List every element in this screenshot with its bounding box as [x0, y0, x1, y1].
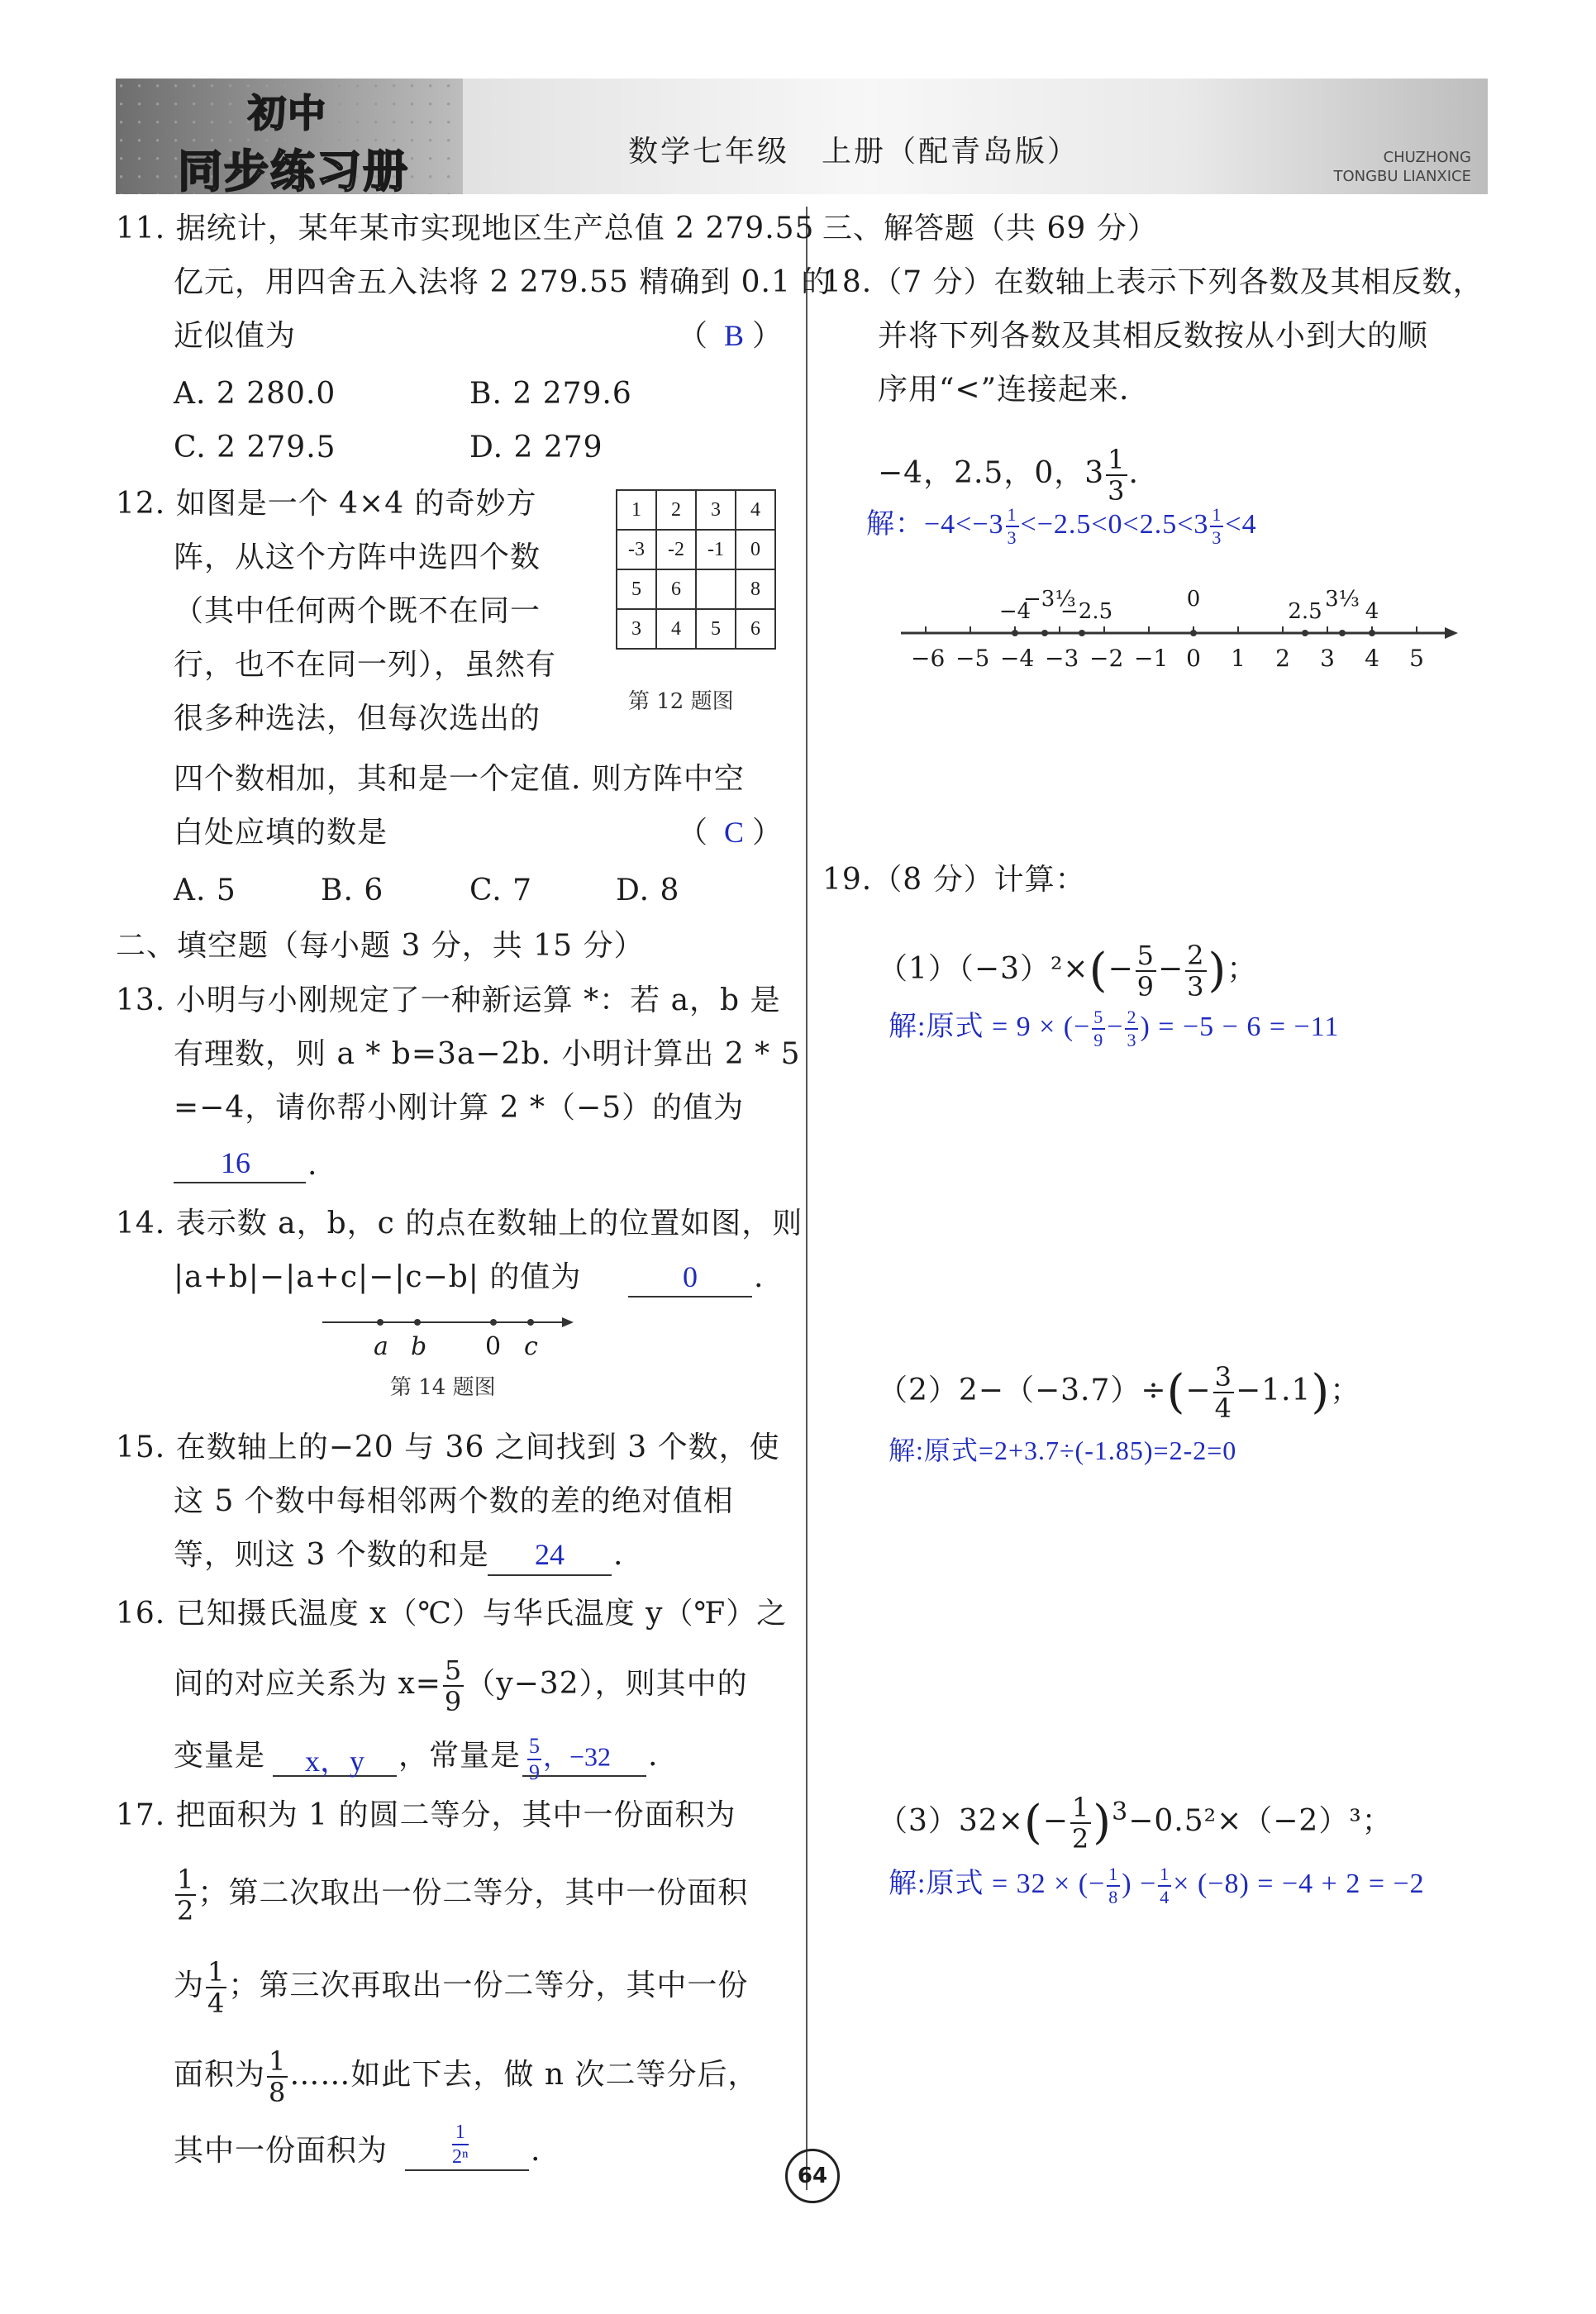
magic-square-grid — [616, 489, 776, 650]
axis-mark-label: 4 — [1365, 599, 1379, 624]
section3-heading: 三、解答题（共 69 分） — [822, 212, 1158, 245]
frac-num: 1 — [177, 1864, 195, 1895]
q14-line1: 14. 表示数 a，b，c 的点在数轴上的位置如图，则 — [116, 1207, 803, 1240]
q15-answer: 24 — [535, 1538, 565, 1571]
q14-end: . — [754, 1260, 765, 1294]
q14-line2: |a+b|−|a+c|−|c−b| 的值为 — [174, 1260, 582, 1294]
q17-line3-b: ；第三次再取出一份二等分，其中一份 — [228, 1969, 749, 2002]
q14-label-0: 0 — [485, 1332, 503, 1361]
q13-line1: 13. 小明与小刚规定了一种新运算 *：若 a，b 是 — [116, 983, 781, 1017]
q14-number-line — [314, 1306, 595, 1364]
q17-fraction-quarter — [206, 1956, 226, 2019]
q19-part1-sol-b: − — [1107, 1012, 1124, 1042]
frac-den: 3 — [1127, 1030, 1137, 1051]
axis-tick-label: 5 — [1409, 645, 1424, 672]
q17-fraction-half — [175, 1866, 196, 1924]
q18-solution-fraction-2 — [1210, 506, 1223, 547]
q18-numbers — [878, 444, 1139, 507]
q19-part2-frac — [1213, 1361, 1234, 1424]
q19-part1: （1）（−3）²×(− $\frac{5}{9}$ − $\frac{2}{3}$ )； — [878, 940, 1258, 1002]
q19-part1-frac2 — [1185, 942, 1206, 1000]
axis-point — [1190, 630, 1197, 636]
q14-caption: 第 14 题图 — [390, 1375, 496, 1400]
q13-end: . — [307, 1148, 318, 1182]
grid-cell: 5 — [696, 609, 736, 649]
q12-paren-close: ） — [752, 816, 784, 850]
q16-answer-variables: x，y — [304, 1745, 364, 1778]
q18-solution-fraction — [1006, 506, 1019, 547]
header-en-line2: TONGBU LIANXICE — [1333, 168, 1471, 185]
q13-answer: 16 — [221, 1146, 250, 1179]
q16-const-fraction — [527, 1736, 541, 1783]
frac-den: 2ⁿ — [452, 2146, 469, 2168]
frac-num: 2 — [1125, 1008, 1138, 1030]
q15-end: . — [613, 1538, 624, 1572]
grid-cell: 6 — [736, 609, 775, 649]
q12-line2: 阵，从这个方阵中选四个数 — [174, 540, 541, 574]
q17-line3 — [174, 1956, 749, 2019]
axis-tick-label: −5 — [955, 645, 990, 672]
q18-line3: 序用“<”连接起来. — [878, 373, 1130, 407]
axis-tick-label: −1 — [1134, 645, 1169, 672]
q19-part3-sol-c: × (−8) = −4 + 2 = −2 — [1173, 1869, 1425, 1899]
q17-line2 — [174, 1866, 748, 1924]
q19-title: 19.（8 分）计算： — [822, 863, 1086, 897]
frac-den: 9 — [1136, 971, 1155, 1002]
q19-part3-tail: −0.5²×（−2）³； — [1128, 1804, 1393, 1838]
logo-line1: 初中 — [248, 91, 327, 136]
axis-tick-label: −2 — [1089, 645, 1124, 672]
frac-den: 8 — [1108, 1887, 1119, 1908]
q19-part2-solution: 解:原式=2+3.7÷(-1.85)=2-2=0 — [889, 1436, 1237, 1465]
grid-cell: -3 — [617, 530, 656, 569]
q19-part3-sol-b: ) − — [1122, 1869, 1157, 1899]
q14-label-b: b — [411, 1332, 428, 1361]
q16-end: . — [648, 1739, 659, 1773]
grid-cell-blank — [696, 569, 736, 609]
q19-part2-tail: −1.1 — [1235, 1374, 1312, 1407]
grid-cell: 3 — [617, 609, 656, 649]
q12-option-c: C. 7 — [469, 874, 533, 907]
book-title: 数学七年级 上册（配青岛版） — [628, 135, 1080, 169]
grid-row — [617, 609, 775, 649]
q12-option-b: B. 6 — [321, 874, 384, 907]
frac-den: 3 — [1108, 475, 1126, 507]
q16-line3-a: 变量是 — [174, 1739, 266, 1773]
axis-tick-label: 0 — [1186, 645, 1201, 672]
q19-part1-end: ； — [1227, 952, 1258, 986]
q17-line4-b: ……如此下去，做 n 次二等分后， — [289, 2058, 759, 2092]
frac-den: 2 — [177, 1895, 195, 1926]
frac-num: 1 — [1210, 506, 1223, 527]
frac-den: 8 — [269, 2077, 287, 2108]
q16-line2 — [174, 1657, 748, 1715]
q11-option-d: D. 2 279 — [469, 431, 603, 464]
q14-blank — [628, 1296, 752, 1297]
grid-cell: 6 — [656, 569, 696, 609]
q16-const-rest: ，−32 — [543, 1741, 612, 1772]
q16-line2-a: 间的对应关系为 x= — [174, 1667, 441, 1701]
q12-line4: 行，也不在同一列），虽然有 — [174, 648, 557, 682]
axis-tick-label: −6 — [911, 645, 946, 672]
frac-den: 9 — [1093, 1030, 1104, 1051]
frac-num: 5 — [1092, 1008, 1105, 1030]
q18-numbers-fraction — [1106, 444, 1127, 507]
q19-part1-sol-a: 解:原式 = 9 × (− — [889, 1012, 1091, 1042]
q17-end: . — [531, 2134, 541, 2168]
q17-answer — [450, 2122, 470, 2167]
q18-numbers-end: . — [1128, 456, 1139, 490]
q11-paren-open: （ — [678, 319, 709, 353]
q14-label-a: a — [374, 1332, 389, 1361]
q13-blank — [174, 1182, 306, 1183]
q17-line4 — [174, 2045, 759, 2108]
q18-line1: 18.（7 分）在数轴上表示下列各数及其相反数， — [822, 265, 1484, 299]
q18-solution-a: 解：−4<−3 — [866, 509, 1004, 540]
frac-num: 1 — [1108, 444, 1126, 475]
q12-answer: C — [723, 816, 744, 849]
frac-den: 4 — [207, 1988, 226, 2019]
axis-mark-label: 3⅓ — [1325, 587, 1360, 612]
q12-line5: 很多种选法，但每次选出的 — [174, 702, 541, 736]
q15-line3: 等，则这 3 个数的和是 — [174, 1538, 489, 1572]
frac-den: 3 — [1187, 971, 1205, 1002]
q18-solution-c: <4 — [1225, 509, 1257, 540]
q13-line2: 有理数，则 a * b=3a−2b. 小明计算出 2 * 5 — [174, 1037, 801, 1071]
frac-den: 3 — [1007, 527, 1017, 549]
q17-line5: 其中一份面积为 — [174, 2134, 388, 2168]
q18-solution-b: <−2.5<0<2.5<3 — [1020, 509, 1209, 540]
q11-line1: 11. 据统计，某年某市实现地区生产总值 2 279.55 — [116, 212, 815, 245]
q19-part3-sol-a: 解:原式 = 32 × (− — [889, 1869, 1106, 1899]
q19-part3-solution — [889, 1864, 1425, 1907]
q18-solution — [866, 504, 1257, 547]
axis-mark-label: 2.5 — [1288, 599, 1322, 624]
q19-part3: （3）32×(− $\frac{1}{2}$ )$^3$−0.5²×（−2）³； — [878, 1792, 1393, 1855]
q11-line3: 近似值为 — [174, 319, 297, 353]
grid-row — [617, 490, 775, 530]
frac-num: 5 — [444, 1655, 463, 1686]
q17-line1: 17. 把面积为 1 的圆二等分，其中一份面积为 — [116, 1798, 736, 1832]
logo-line2: 同步练习册 — [178, 145, 409, 198]
page-number: 64 — [785, 2149, 840, 2203]
axis-tick-label: 1 — [1231, 645, 1246, 672]
axis-tick-label: 4 — [1365, 645, 1379, 672]
q16-line1: 16. 已知摄氏温度 x（℃）与华氏温度 y（℉）之 — [116, 1597, 788, 1631]
q16-answer-constants — [526, 1736, 611, 1783]
q11-option-a: A. 2 280.0 — [174, 377, 336, 411]
q19-part1-solution — [889, 1007, 1339, 1050]
grid-cell: 5 — [617, 569, 656, 609]
grid-row — [617, 569, 775, 609]
q17-answer-fraction — [452, 2122, 469, 2167]
frac-num: 1 — [1107, 1865, 1120, 1887]
book-logo — [116, 79, 463, 198]
q13-line3: =−4，请你帮小刚计算 2 *（−5）的值为 — [174, 1091, 745, 1125]
q12-line6: 四个数相加，其和是一个定值. 则方阵中空 — [174, 762, 745, 796]
grid-cell: 2 — [656, 490, 696, 530]
q11-option-c: C. 2 279.5 — [174, 431, 336, 464]
q17-fraction-eighth — [267, 2045, 288, 2108]
axis-tick-label: −3 — [1045, 645, 1079, 672]
frac-num: 1 — [1006, 506, 1019, 527]
axis-mark-label: 0 — [1186, 587, 1201, 612]
q19-part3-frac — [1070, 1792, 1091, 1855]
q17-line4-a: 面积为 — [174, 2058, 266, 2092]
q19-part3-a: （3）32× — [878, 1804, 1024, 1838]
q11-answer: B — [723, 319, 744, 352]
frac-den: 2 — [1071, 1823, 1090, 1855]
axis-tick-label: 2 — [1275, 645, 1290, 672]
q19-part1-frac1 — [1136, 942, 1156, 1000]
q19-part1-sol-c: ) = −5 − 6 = −11 — [1140, 1012, 1340, 1042]
frac-num: 5 — [527, 1736, 541, 1760]
axis-point — [1339, 630, 1346, 636]
q15-blank — [488, 1574, 612, 1576]
q12-line7: 白处应填的数是 — [174, 816, 388, 850]
q12-line1: 12. 如图是一个 4×4 的奇妙方 — [116, 487, 537, 521]
q18-line2: 并将下列各数及其相反数按从小到大的顺 — [878, 319, 1429, 353]
header-en-line1: CHUZHONG — [1383, 149, 1471, 166]
q11-option-b: B. 2 279.6 — [469, 377, 632, 411]
grid-cell: -1 — [696, 530, 736, 569]
q16-line2-b: （y−32），则其中的 — [465, 1667, 748, 1701]
q19-part2-end: ； — [1330, 1374, 1361, 1407]
q16-fraction — [443, 1657, 464, 1715]
q19-part2-a: （2）2−（−3.7）÷ — [878, 1374, 1167, 1407]
sol-frac2 — [1125, 1008, 1138, 1050]
q17-line3-a: 为 — [174, 1969, 205, 2002]
q19-part2: （2）2−（−3.7）÷(− $\frac{3}{4}$ −1.1)； — [878, 1361, 1361, 1424]
q12-option-a: A. 5 — [174, 874, 236, 907]
axis-point — [1041, 630, 1048, 636]
frac-num: 3 — [1214, 1361, 1232, 1393]
frac-num: 1 — [1158, 1865, 1171, 1887]
section2-heading: 二、填空题（每小题 3 分，共 15 分） — [116, 929, 645, 963]
frac-den: 3 — [1212, 527, 1222, 549]
axis-mark-label: −3⅓ — [1023, 587, 1076, 612]
q16-line3-b: ，常量是 — [398, 1739, 522, 1773]
column-divider — [806, 207, 808, 2190]
grid-cell: 3 — [696, 490, 736, 530]
frac-den: 4 — [1214, 1393, 1232, 1424]
q15-line2: 这 5 个数中每相邻两个数的差的绝对值相 — [174, 1484, 734, 1518]
q12-paren-open: （ — [678, 816, 709, 850]
grid-row — [617, 530, 775, 569]
grid-cell: 0 — [736, 530, 775, 569]
q14-label-c: c — [524, 1332, 539, 1361]
axis-mark-label: −2.5 — [1060, 599, 1113, 624]
q17-line2-text: ；第二次取出一份二等分，其中一份面积 — [198, 1876, 749, 1910]
q18-numbers-a: −4，2.5，0，3 — [878, 456, 1105, 490]
axis-tick-label: −4 — [1000, 645, 1035, 672]
frac-den: 9 — [529, 1760, 540, 1784]
sol-frac1 — [1092, 1008, 1105, 1050]
q19-part1-a: （1）（−3）²× — [878, 952, 1089, 986]
q11-paren-close: ） — [752, 319, 784, 353]
grid-cell: 4 — [656, 609, 696, 649]
q11-line2: 亿元，用四舍五入法将 2 279.55 精确到 0.1 的 — [174, 265, 832, 299]
frac-den: 9 — [444, 1686, 463, 1717]
frac-num: 1 — [207, 1956, 226, 1988]
grid-cell: -2 — [656, 530, 696, 569]
q12-caption: 第 12 题图 — [628, 689, 734, 714]
grid-cell: 8 — [736, 569, 775, 609]
q12-option-d: D. 8 — [616, 874, 680, 907]
axis-mark-label: −4 — [998, 599, 1031, 624]
q12-line3: （其中任何两个既不在同一 — [174, 594, 541, 628]
q17-blank — [405, 2169, 529, 2171]
q14-answer: 0 — [683, 1260, 698, 1293]
frac-num: 5 — [1136, 940, 1155, 971]
sol-frac — [1107, 1865, 1120, 1907]
frac-num: 2 — [1187, 940, 1205, 971]
axis-tick-label: 3 — [1320, 645, 1335, 672]
grid-cell: 4 — [736, 490, 775, 530]
grid-cell: 1 — [617, 490, 656, 530]
frac-num: 1 — [452, 2122, 469, 2145]
q15-line1: 15. 在数轴上的−20 与 36 之间找到 3 个数，使 — [116, 1431, 780, 1464]
frac-num: 1 — [269, 2045, 287, 2077]
frac-num: 1 — [1071, 1792, 1090, 1823]
frac-den: 4 — [1160, 1887, 1170, 1908]
sol-frac-quarter — [1158, 1865, 1171, 1907]
